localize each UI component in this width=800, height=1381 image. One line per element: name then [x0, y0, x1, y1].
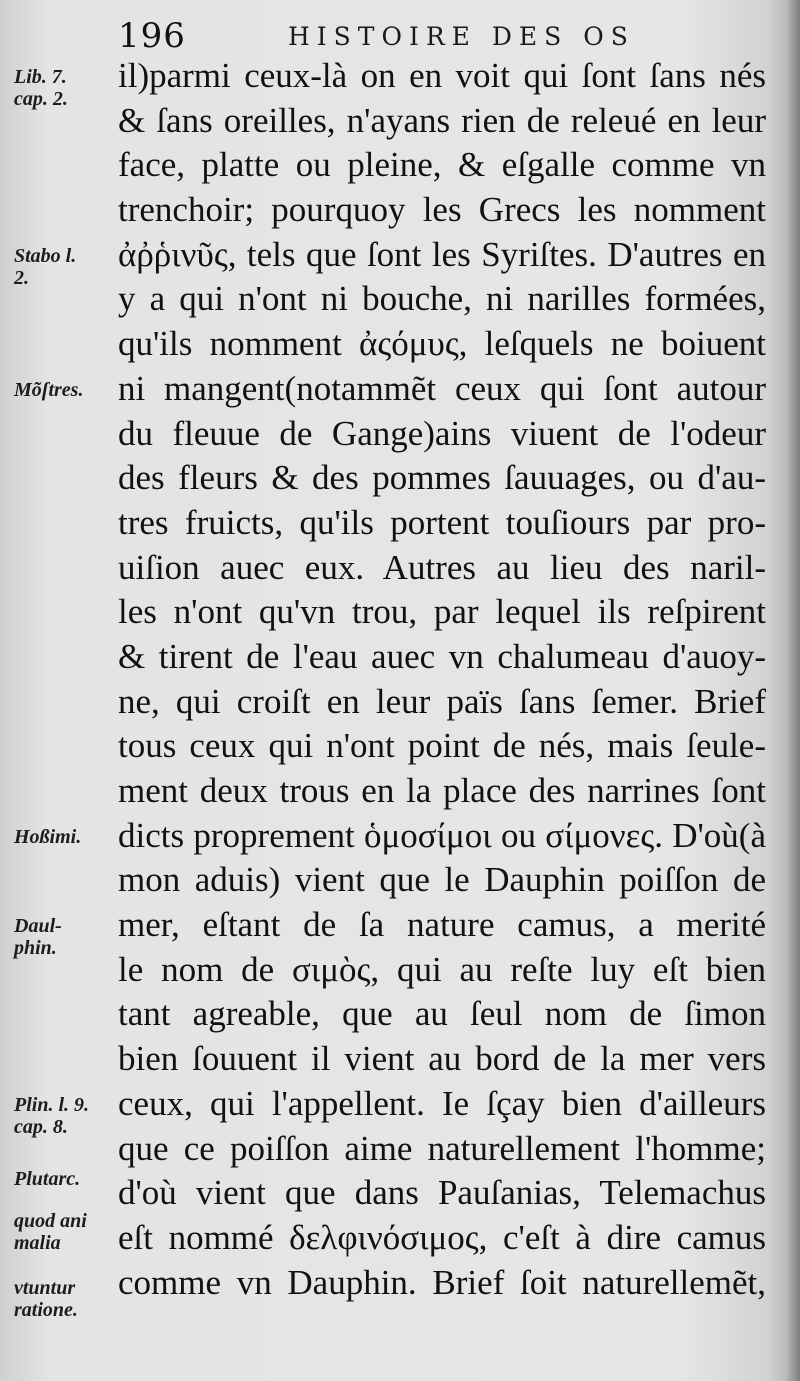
- margin-note-text: cap. 8.: [14, 1116, 68, 1139]
- margin-note: [14, 826, 126, 848]
- margin-note: [14, 915, 126, 959]
- margin-note-text: Plin. l. 9.: [14, 1094, 90, 1117]
- text-line: ne, qui croiſt en leur païs ſans ſemer. Brief: [118, 681, 766, 721]
- text-line: & tirent de l'eau auec vn chalumeau d'auoy-: [118, 636, 766, 676]
- page-header: [112, 8, 752, 56]
- text-line: mon aduis) vient que le Dauphin poiſſon de: [118, 860, 766, 900]
- margin-note-text: 2.: [14, 266, 29, 289]
- margin-note: [14, 1277, 126, 1321]
- margin-note-text: Plutarc.: [14, 1167, 81, 1190]
- margin-note: [14, 66, 126, 110]
- text-line: ceux, qui l'appellent. Ie ſçay bien d'ailleurs: [118, 1083, 766, 1123]
- margin-note-text: quod ani: [14, 1210, 87, 1233]
- body-text: [118, 54, 766, 1305]
- margin-note-text: ratione.: [14, 1299, 78, 1322]
- text-line: trenchoir; pourquoy les Grecs les nomment: [118, 190, 766, 230]
- margin-note-text: Hoßimi.: [14, 825, 82, 848]
- text-line: & ſans oreilles, n'ayans rien de releué en leur: [118, 100, 766, 140]
- margin-note-text: malia: [14, 1232, 61, 1255]
- text-line: eſt nommé δελφινόσιμος, c'eſt à dire camus: [118, 1217, 766, 1257]
- margin-notes: [14, 54, 126, 1334]
- text-line: ni mangent(notammẽt ceux qui ſont autour: [118, 368, 766, 408]
- margin-note-text: vtuntur: [14, 1277, 76, 1300]
- text-line: d'où vient que dans Pauſanias, Telemachus: [118, 1173, 766, 1213]
- page-edge-shadow: [786, 0, 800, 1381]
- text-line: comme vn Dauphin. Brief ſoit naturellemẽt,: [118, 1262, 766, 1302]
- margin-note-text: Daul-: [14, 915, 62, 938]
- text-line: bien ſouuent il vient au bord de la mer vers: [118, 1039, 766, 1079]
- text-line: du fleuue de Gange)ains viuent de l'odeur: [118, 413, 766, 453]
- text-line: qu'ils nomment ἀςόμυς, leſquels ne boiuent: [118, 324, 766, 364]
- text-line: tres fruicts, qu'ils portent touſiours par pro-: [118, 502, 766, 542]
- text-line: y a qui n'ont ni bouche, ni narilles formées,: [118, 279, 766, 319]
- margin-note: [14, 1094, 126, 1138]
- text-line: face, platte ou pleine, & eſgalle comme vn: [118, 145, 766, 185]
- margin-note-text: Mõſtres.: [14, 378, 84, 401]
- running-head: HISTOIRE DES OS: [288, 22, 635, 51]
- margin-note: [14, 1168, 126, 1190]
- text-line: uiſion auec eux. Autres au lieu des naril-: [118, 547, 766, 587]
- margin-note: [14, 1210, 126, 1254]
- text-line: tant agreable, que au ſeul nom de ſimon: [118, 994, 766, 1034]
- margin-note: [14, 379, 126, 401]
- margin-note: [14, 245, 126, 289]
- text-line: ment deux trous en la place des narrines ſont: [118, 771, 766, 810]
- margin-note-text: Stabo l.: [14, 244, 77, 267]
- margin-note-text: Lib. 7.: [14, 66, 67, 88]
- text-line: mer, eſtant de ſa nature camus, a merité: [118, 905, 766, 945]
- page-number: 196: [118, 16, 186, 56]
- text-line: le nom de σιμὸς, qui au reſte luy eſt bien: [118, 949, 766, 989]
- margin-note-text: phin.: [14, 937, 57, 960]
- text-line: des fleurs & des pommes ſauuages, ou d'au-: [118, 458, 766, 498]
- text-line: les n'ont qu'vn trou, par lequel ils reſpirent: [118, 592, 766, 632]
- text-line: dicts proprement ὁμοσίμοι ou σίμονες. D'où(à: [118, 815, 766, 855]
- text-line: tous ceux qui n'ont point de nés, mais ſeule-: [118, 726, 766, 766]
- text-line: ἀῤῥινῦς, tels que ſont les Syriſtes. D'autres en: [118, 234, 766, 274]
- text-line: que ce poiſſon aime naturellement l'homme;: [118, 1128, 766, 1168]
- text-line: il)parmi ceux-là on en voit qui ſont ſans nés: [118, 56, 766, 95]
- margin-note-text: cap. 2.: [14, 88, 68, 110]
